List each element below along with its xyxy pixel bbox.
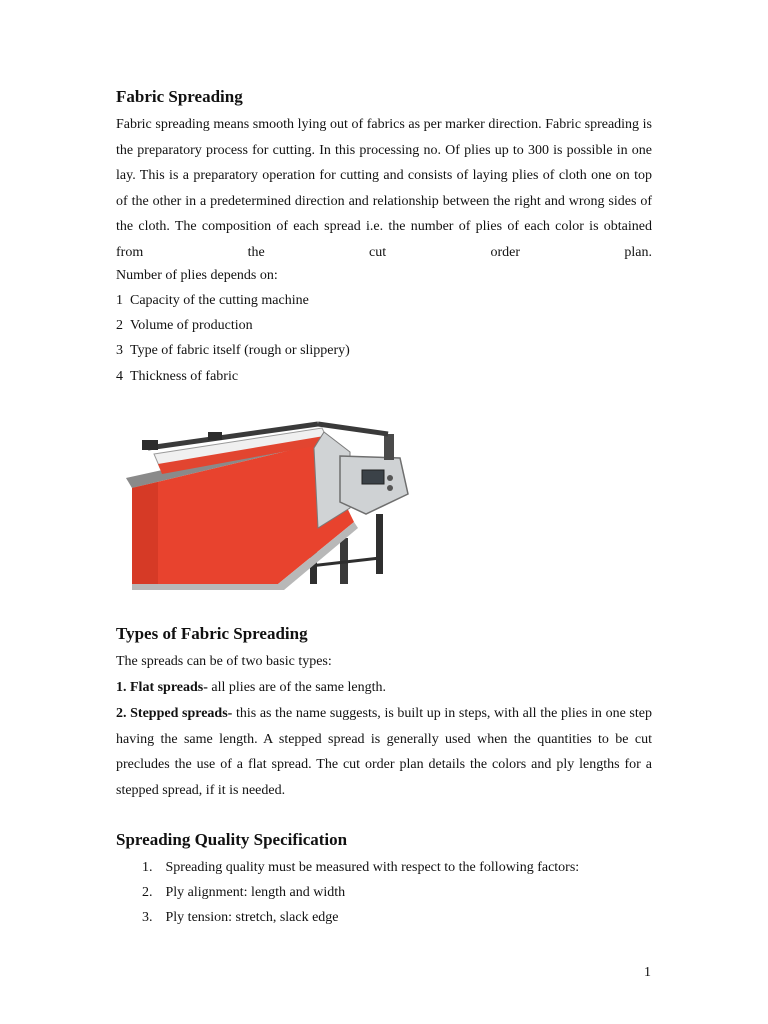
stepped-spread-definition: 2. Stepped spreads- this as the name suggests, is built up in steps, with all the plies in one step having the same length. A stepped spread is generally used when the quantities to be cut precludes the use of a flat spread. The cut order plan details the colors and ply lengths for a stepped spread, if it is needed. xyxy=(116,706,652,798)
heading-types-of-fabric-spreading: Types of Fabric Spreading xyxy=(116,624,308,643)
fabric-spreading-machine-image xyxy=(118,418,410,590)
heading-fabric-spreading: Fabric Spreading xyxy=(116,87,243,106)
list-item: 3 Type of fabric itself (rough or slippery) xyxy=(116,343,350,358)
list-item: 3. Ply tension: stretch, slack edge xyxy=(142,910,339,925)
fabric-spreading-machine-icon xyxy=(118,418,410,590)
spread-types-intro: The spreads can be of two basic types: xyxy=(116,654,332,669)
list-item: 1. Spreading quality must be measured with respect to the following factors: xyxy=(142,860,580,875)
list-item: 2. Ply alignment: length and width xyxy=(142,885,346,900)
heading-spreading-quality-specification: Spreading Quality Specification xyxy=(116,830,348,849)
plies-depend-lead: Number of plies depends on: xyxy=(116,268,278,283)
flat-spread-label: 1. Flat spreads- xyxy=(116,680,208,695)
list-item: 4 Thickness of fabric xyxy=(116,369,239,384)
flat-spread-definition: 1. Flat spreads- all plies are of the same length. xyxy=(116,680,386,695)
stepped-spread-label: 2. Stepped spreads- xyxy=(116,706,233,721)
paragraph-fabric-spreading: Fabric spreading means smooth lying out of fabrics as per marker direction. Fabric spreading is the preparatory process for cutting. In this processing no. Of plies up to 300 is possible in one lay. This is a preparatory operation for cutting and consists of laying plies of cloth one on top of the other in a predetermined direction and relationship between the right and wrong sides of the cloth. The composition of each spread i.e. the number of plies of each color is obtained from the cut order plan. xyxy=(116,117,652,260)
quality-factor-list xyxy=(142,858,579,933)
list-item: 1 Capacity of the cutting machine xyxy=(116,293,309,308)
page-number: 1 xyxy=(644,965,651,980)
list-item: 2 Volume of production xyxy=(116,318,253,333)
